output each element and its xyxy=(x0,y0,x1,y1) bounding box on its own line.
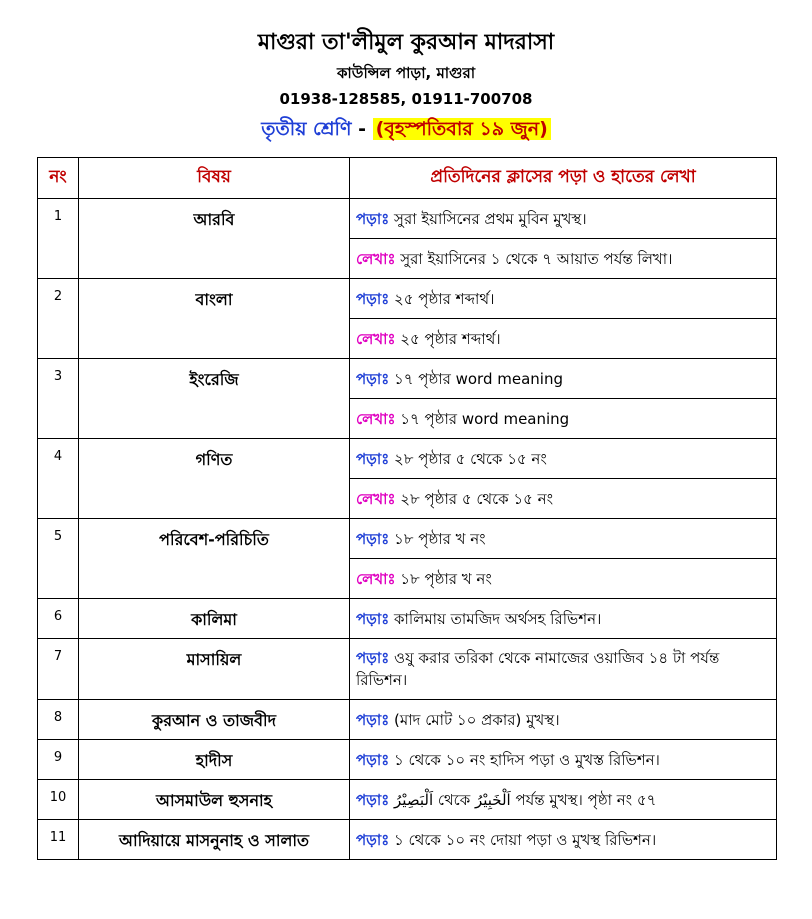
class-dash: - xyxy=(351,118,373,140)
subject-name: গণিত xyxy=(79,439,350,519)
read-label: পড়াঃ xyxy=(356,209,390,228)
read-cell xyxy=(350,519,777,559)
write-cell xyxy=(350,319,777,359)
read-label: পড়াঃ xyxy=(356,649,390,667)
row-number: 4 xyxy=(38,439,79,519)
read-text: ২৫ পৃষ্ঠার শব্দার্থ। xyxy=(394,289,495,308)
subject-name: পরিবেশ-পরিচিতি xyxy=(79,519,350,599)
table-row xyxy=(38,519,777,559)
read-label: পড়াঃ xyxy=(356,790,390,809)
write-cell xyxy=(350,479,777,519)
row-number: 11 xyxy=(38,820,79,860)
read-cell xyxy=(350,780,777,820)
read-label: পড়াঃ xyxy=(356,750,390,769)
table-row xyxy=(38,740,777,780)
row-number: 5 xyxy=(38,519,79,599)
row-number: 10 xyxy=(38,780,79,820)
routine-table xyxy=(37,157,777,860)
table-row xyxy=(38,820,777,860)
column-header-no: নং xyxy=(38,158,79,199)
read-text: ওযু করার তরিকা থেকে নামাজের ওয়াজিব ১৪ টা পর্যন্ত রিভিশন। xyxy=(356,649,720,689)
class-name: তৃতীয় শ্রেণি xyxy=(261,118,352,140)
write-label: লেখাঃ xyxy=(356,489,396,508)
row-number: 7 xyxy=(38,639,79,700)
read-text: সুরা ইয়াসিনের প্রথম মুবিন মুখস্থ। xyxy=(394,209,587,228)
write-cell xyxy=(350,559,777,599)
read-cell xyxy=(350,639,777,700)
document-header xyxy=(0,28,812,144)
read-text: কালিমায় তামজিদ অর্থসহ রিভিশন। xyxy=(394,609,602,628)
table-row xyxy=(38,439,777,479)
subject-name: কালিমা xyxy=(79,599,350,639)
write-text: ২৫ পৃষ্ঠার শব্দার্থ। xyxy=(400,329,501,348)
read-cell xyxy=(350,439,777,479)
row-number: 8 xyxy=(38,700,79,740)
read-cell xyxy=(350,279,777,319)
subject-name: আসমাউল হুসনাহ xyxy=(79,780,350,820)
read-cell xyxy=(350,599,777,639)
row-number: 6 xyxy=(38,599,79,639)
write-text: সুরা ইয়াসিনের ১ থেকে ৭ আয়াত পর্যন্ত লিখা। xyxy=(400,249,673,268)
class-date: (বৃহস্পতিবার ১৯ জুন) xyxy=(373,118,551,140)
subject-name: আরবি xyxy=(79,199,350,279)
write-text: ২৮ পৃষ্ঠার ৫ থেকে ১৫ নং xyxy=(400,489,554,508)
read-cell xyxy=(350,700,777,740)
read-text: (মাদ মোট ১০ প্রকার) মুখস্থ। xyxy=(394,710,560,729)
row-number: 3 xyxy=(38,359,79,439)
table-row xyxy=(38,359,777,399)
madrasa-address: কাউন্সিল পাড়া, মাগুরা xyxy=(336,64,476,82)
subject-name: ইংরেজি xyxy=(79,359,350,439)
read-cell xyxy=(350,820,777,860)
row-number: 1 xyxy=(38,199,79,279)
read-label: পড়াঃ xyxy=(356,369,390,388)
write-label: লেখাঃ xyxy=(356,249,396,268)
read-text: ১ থেকে ১০ নং হাদিস পড়া ও মুখস্ত রিভিশন। xyxy=(394,750,660,769)
table-row xyxy=(38,279,777,319)
table-row xyxy=(38,780,777,820)
write-text: ১৮ পৃষ্ঠার খ নং xyxy=(400,569,492,588)
read-text: ১৮ পৃষ্ঠার খ নং xyxy=(394,529,486,548)
read-label: পড়াঃ xyxy=(356,609,390,628)
subject-name: কুরআন ও তাজবীদ xyxy=(79,700,350,740)
read-cell xyxy=(350,199,777,239)
class-heading xyxy=(0,114,812,144)
table-row xyxy=(38,700,777,740)
table-header-row xyxy=(38,158,777,199)
read-cell xyxy=(350,359,777,399)
read-text: ২৮ পৃষ্ঠার ৫ থেকে ১৫ নং xyxy=(394,449,547,468)
read-label: পড়াঃ xyxy=(356,710,390,729)
subject-name: আদিয়ায়ে মাসনুনাহ ও সালাত xyxy=(79,820,350,860)
read-label: পড়াঃ xyxy=(356,830,390,849)
row-number: 9 xyxy=(38,740,79,780)
read-cell xyxy=(350,740,777,780)
read-text: اَلْبَصِيْرُ থেকে اَلْخَبِيْرُ পর্যন্ত মুখস্থ। পৃষ্ঠা নং ৫৭ xyxy=(394,790,657,809)
madrasa-title: মাগুরা তা'লীমুল কুরআন মাদরাসা xyxy=(257,30,555,55)
phone-numbers: 01938-128585, 01911-700708 xyxy=(279,90,533,108)
table-row xyxy=(38,599,777,639)
write-label: লেখাঃ xyxy=(356,409,396,428)
write-label: লেখাঃ xyxy=(356,569,396,588)
read-text: ১ থেকে ১০ নং দোয়া পড়া ও মুখস্থ রিভিশন। xyxy=(394,830,657,849)
write-text: ১৭ পৃষ্ঠার word meaning xyxy=(400,409,570,428)
column-header-subject: বিষয় xyxy=(79,158,350,199)
write-cell xyxy=(350,399,777,439)
table-row xyxy=(38,199,777,239)
write-label: লেখাঃ xyxy=(356,329,396,348)
subject-name: হাদীস xyxy=(79,740,350,780)
read-label: পড়াঃ xyxy=(356,529,390,548)
subject-name: বাংলা xyxy=(79,279,350,359)
read-label: পড়াঃ xyxy=(356,289,390,308)
table-row xyxy=(38,639,777,700)
column-header-detail: প্রতিদিনের ক্লাসের পড়া ও হাতের লেখা xyxy=(350,158,777,199)
subject-name: মাসায়িল xyxy=(79,639,350,700)
write-cell xyxy=(350,239,777,279)
read-label: পড়াঃ xyxy=(356,449,390,468)
read-text: ১৭ পৃষ্ঠার word meaning xyxy=(394,369,563,388)
row-number: 2 xyxy=(38,279,79,359)
